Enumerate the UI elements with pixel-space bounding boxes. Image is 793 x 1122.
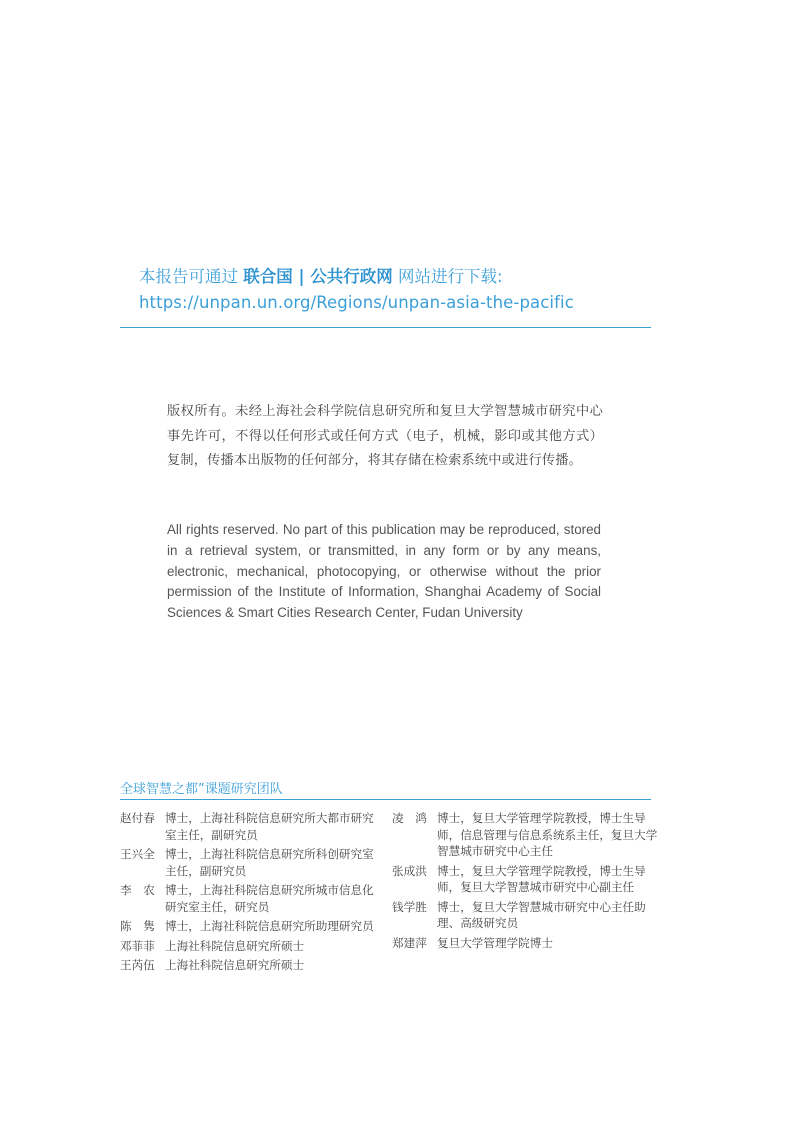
divider-top [120,327,651,328]
team-member [120,810,382,843]
team-member [120,938,382,955]
member-desc: 博士，上海社科院信息研究所城市信息化研究室主任，研究员 [165,883,374,914]
download-instruction [139,264,659,290]
team-member [392,935,660,952]
member-desc: 复旦大学管理学院博士 [437,935,553,950]
member-name: 钱学胜 [392,899,427,914]
download-prefix: 本报告可通过 [139,267,244,286]
download-suffix: 网站进行下载: [392,267,503,286]
member-name: 凌 鸿 [392,811,427,825]
member-name: 张成洪 [392,863,427,878]
copyright-english: All rights reserved. No part of this publication may be reproduced, stored in a retrieval system, or transmitted, in any form or by any means, electronic, mechanical, photocopying, or otherwise without the prior permission of the Institute of Information, Shanghai Academy of Social Sciences & Smart Cities Research Center, Fudan University [167,522,601,621]
team-column-left [120,810,382,977]
team-member [120,918,382,935]
member-name: 赵付春 [120,811,155,825]
member-name: 王兴全 [120,847,155,861]
member-name: 邓菲菲 [120,938,155,953]
separator: | [292,267,311,286]
un-link-label: 联合国 [243,267,293,286]
member-name: 李 农 [120,883,155,897]
team-member [392,899,660,932]
member-name: 郑建萍 [392,935,427,950]
unpan-link-label: 公共行政网 [310,267,393,286]
member-desc: 博士，上海社科院信息研究所科创研究室主任，副研究员 [165,847,374,878]
member-desc: 上海社科院信息研究所硕士 [165,938,305,953]
member-desc: 博士，复旦大学管理学院教授，博士生导师，复旦大学智慧城市研究中心副主任 [437,863,646,894]
team-member [392,863,660,896]
member-name: 陈 隽 [120,919,155,933]
team-member [120,957,382,974]
download-notice [139,264,659,316]
team-member [120,846,382,879]
divider-team [120,799,651,800]
member-desc: 博士，复旦大学智慧城市研究中心主任助理、高级研究员 [437,899,646,930]
team-column-right [392,810,660,954]
member-name: 王芮伍 [120,958,155,972]
member-desc: 上海社科院信息研究所硕士 [165,958,305,972]
member-desc: 博士，复旦大学管理学院教授，博士生导师，信息管理与信息系统系主任，复旦大学智慧城市研究中心主任 [437,811,658,858]
team-member [120,882,382,915]
member-desc: 博士，上海社科院信息研究所助理研究员 [165,919,374,933]
team-member [392,810,660,860]
team-title: 全球智慧之都”课题研究团队 [120,782,283,797]
download-url[interactable]: https://unpan.un.org/Regions/unpan-asia-the-pacific [139,293,574,312]
copyright-chinese: 版权所有。未经上海社会科学院信息研究所和复旦大学智慧城市研究中心事先许可，不得以任何形式或任何方式（电子，机械，影印或其他方式）复制，传播本出版物的任何部分，将其存储在检索系统中或进行传播。 [167,404,603,468]
member-desc: 博士，上海社科院信息研究所大都市研究室主任，副研究员 [165,811,374,842]
